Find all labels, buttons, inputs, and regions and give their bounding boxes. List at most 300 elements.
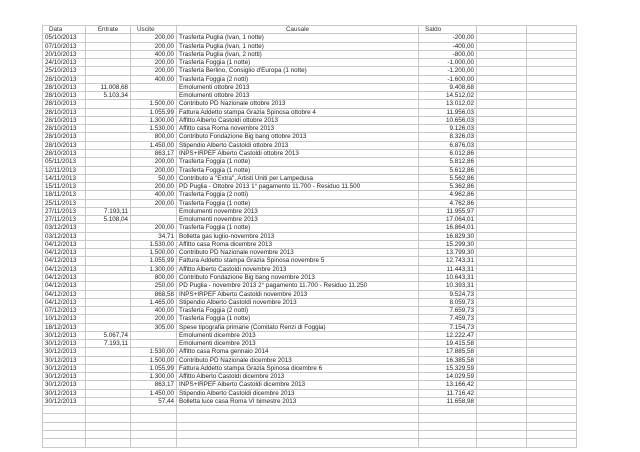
cell-uscite: 200,00 bbox=[131, 34, 177, 42]
cell-causale: Contributo PD Nazionale novembre 2013 bbox=[177, 249, 419, 257]
cell-entrate bbox=[86, 34, 131, 42]
table-row bbox=[43, 331, 577, 339]
empty-cell bbox=[477, 307, 527, 315]
empty-cell bbox=[477, 166, 527, 174]
empty-cell bbox=[527, 290, 577, 298]
table-row bbox=[43, 216, 577, 224]
cell-date: 30/12/2013 bbox=[43, 340, 86, 348]
cell-date: 28/10/2013 bbox=[43, 141, 86, 149]
table-row bbox=[43, 439, 577, 447]
cell-saldo: 5.562,86 bbox=[419, 174, 477, 182]
cell-uscite: 200,00 bbox=[131, 315, 177, 323]
cell-date: 03/12/2013 bbox=[43, 232, 86, 240]
cell-uscite: 1.450,00 bbox=[131, 141, 177, 149]
cell-causale bbox=[177, 406, 419, 414]
table-row bbox=[43, 158, 577, 166]
empty-cell bbox=[527, 75, 577, 83]
cell-uscite bbox=[131, 422, 177, 430]
table-row bbox=[43, 356, 577, 364]
empty-cell bbox=[477, 232, 527, 240]
empty-cell bbox=[527, 34, 577, 42]
cell-date: 04/12/2013 bbox=[43, 257, 86, 265]
table-row bbox=[43, 59, 577, 67]
table-row bbox=[43, 207, 577, 215]
cell-entrate bbox=[86, 389, 131, 397]
cell-date: 04/12/2013 bbox=[43, 273, 86, 281]
cell-causale: Stipendio Alberto Castoldi dicembre 2013 bbox=[177, 389, 419, 397]
cell-saldo: 8.059,73 bbox=[419, 298, 477, 306]
cell-uscite: 250,00 bbox=[131, 282, 177, 290]
cell-entrate bbox=[86, 133, 131, 141]
cell-date: 28/10/2013 bbox=[43, 116, 86, 124]
cell-causale: Trasferta Foggia (1 notte) bbox=[177, 166, 419, 174]
cell-saldo: 14.029,59 bbox=[419, 373, 477, 381]
empty-cell bbox=[477, 59, 527, 67]
cell-date: 24/10/2013 bbox=[43, 59, 86, 67]
cell-entrate bbox=[86, 149, 131, 157]
cell-uscite: 400,00 bbox=[131, 50, 177, 58]
cell-uscite: 200,00 bbox=[131, 166, 177, 174]
empty-cell bbox=[477, 389, 527, 397]
empty-cell bbox=[477, 439, 527, 447]
cell-entrate bbox=[86, 199, 131, 207]
cell-uscite: 1.500,00 bbox=[131, 249, 177, 257]
empty-cell bbox=[477, 290, 527, 298]
empty-cell bbox=[477, 83, 527, 91]
cell-causale: Affitto casa Roma dicembre 2013 bbox=[177, 240, 419, 248]
cell-causale: Contributo Fondazione Big bang novembre 2013 bbox=[177, 273, 419, 281]
cell-date: 04/12/2013 bbox=[43, 240, 86, 248]
table-row bbox=[43, 199, 577, 207]
cell-saldo: 13.012,02 bbox=[419, 100, 477, 108]
table-row bbox=[43, 348, 577, 356]
empty-cell bbox=[477, 356, 527, 364]
empty-cell bbox=[527, 166, 577, 174]
table-row bbox=[43, 224, 577, 232]
cell-date: 05/10/2013 bbox=[43, 34, 86, 42]
cell-entrate bbox=[86, 265, 131, 273]
cell-date: 10/12/2013 bbox=[43, 315, 86, 323]
table-row bbox=[43, 298, 577, 306]
cell-saldo: 5.812,86 bbox=[419, 158, 477, 166]
cell-causale: INPS+IRPEF Alberto Castoldi ottobre 2013 bbox=[177, 149, 419, 157]
cell-entrate bbox=[86, 397, 131, 405]
cell-entrate bbox=[86, 422, 131, 430]
empty-cell bbox=[527, 340, 577, 348]
cell-uscite: 1.300,00 bbox=[131, 265, 177, 273]
header-in: Entrate bbox=[86, 26, 131, 34]
empty-cell bbox=[527, 273, 577, 281]
cell-date: 30/12/2013 bbox=[43, 373, 86, 381]
cell-entrate bbox=[86, 232, 131, 240]
cell-entrate bbox=[86, 108, 131, 116]
cell-date: 30/12/2013 bbox=[43, 389, 86, 397]
empty-cell bbox=[477, 207, 527, 215]
empty-cell bbox=[527, 108, 577, 116]
cell-saldo: 9.408,68 bbox=[419, 83, 477, 91]
empty-cell bbox=[527, 92, 577, 100]
table-row bbox=[43, 414, 577, 422]
cell-entrate bbox=[86, 141, 131, 149]
table-row bbox=[43, 133, 577, 141]
empty-cell bbox=[477, 431, 527, 439]
cell-uscite: 1.500,00 bbox=[131, 356, 177, 364]
cell-uscite: 1.450,00 bbox=[131, 389, 177, 397]
cell-saldo: 11.716,42 bbox=[419, 389, 477, 397]
empty-cell bbox=[477, 100, 527, 108]
empty-cell bbox=[527, 406, 577, 414]
cell-uscite: 200,00 bbox=[131, 67, 177, 75]
empty-cell bbox=[527, 100, 577, 108]
cell-entrate: 5.103,34 bbox=[86, 92, 131, 100]
empty-cell bbox=[477, 273, 527, 281]
cell-date bbox=[43, 431, 86, 439]
empty-cell bbox=[477, 406, 527, 414]
cell-saldo: 19.415,58 bbox=[419, 340, 477, 348]
cell-saldo: 11.955,97 bbox=[419, 207, 477, 215]
cell-saldo: 7.659,73 bbox=[419, 307, 477, 315]
empty-cell bbox=[527, 125, 577, 133]
empty-cell bbox=[477, 34, 527, 42]
cell-causale: Emolumenti dicembre 2013 bbox=[177, 340, 419, 348]
cell-saldo: 5.612,86 bbox=[419, 166, 477, 174]
table-row bbox=[43, 67, 577, 75]
cell-entrate bbox=[86, 174, 131, 182]
empty-cell bbox=[477, 224, 527, 232]
cell-date: 14/11/2013 bbox=[43, 174, 86, 182]
cell-date: 05/11/2013 bbox=[43, 158, 86, 166]
table-row bbox=[43, 116, 577, 124]
empty-cell bbox=[527, 232, 577, 240]
table-row bbox=[43, 431, 577, 439]
empty-cell bbox=[527, 265, 577, 273]
empty-cell bbox=[527, 67, 577, 75]
cell-date: 04/12/2013 bbox=[43, 265, 86, 273]
cell-entrate bbox=[86, 224, 131, 232]
empty-header-cell bbox=[527, 26, 577, 34]
header-out: Uscite bbox=[131, 26, 177, 34]
cell-entrate bbox=[86, 191, 131, 199]
cell-saldo: 8.326,03 bbox=[419, 133, 477, 141]
header-cause: Causale bbox=[177, 26, 419, 34]
cell-uscite: 200,00 bbox=[131, 59, 177, 67]
cell-saldo bbox=[419, 439, 477, 447]
table-row bbox=[43, 149, 577, 157]
cell-saldo: 16.864,01 bbox=[419, 224, 477, 232]
empty-cell bbox=[527, 257, 577, 265]
empty-cell bbox=[527, 59, 577, 67]
empty-cell bbox=[527, 307, 577, 315]
cell-uscite: 400,00 bbox=[131, 75, 177, 83]
cell-uscite: 1.300,00 bbox=[131, 373, 177, 381]
cell-saldo: 12.743,31 bbox=[419, 257, 477, 265]
header-saldo: Saldo bbox=[419, 26, 477, 34]
empty-cell bbox=[527, 183, 577, 191]
cell-saldo: 15.329,59 bbox=[419, 364, 477, 372]
cell-saldo: 5.362,86 bbox=[419, 183, 477, 191]
empty-cell bbox=[477, 133, 527, 141]
table-row bbox=[43, 397, 577, 405]
cell-date: 30/12/2013 bbox=[43, 348, 86, 356]
empty-cell bbox=[527, 216, 577, 224]
cell-date: 27/11/2013 bbox=[43, 207, 86, 215]
table-row bbox=[43, 232, 577, 240]
cell-causale: Trasferta Puglia (Ivan, 1 notte) bbox=[177, 42, 419, 50]
table-row bbox=[43, 406, 577, 414]
cell-entrate: 7.193,11 bbox=[86, 340, 131, 348]
empty-cell bbox=[527, 431, 577, 439]
cell-entrate: 7.193,11 bbox=[86, 207, 131, 215]
cell-uscite bbox=[131, 414, 177, 422]
cell-saldo: 16.829,30 bbox=[419, 232, 477, 240]
empty-cell bbox=[527, 174, 577, 182]
cell-causale: PD Puglia - Ottobre 2013 1° pagamento 11.700 - Residuo 11.500 bbox=[177, 183, 419, 191]
cell-date: 30/12/2013 bbox=[43, 364, 86, 372]
cell-entrate bbox=[86, 431, 131, 439]
empty-cell bbox=[477, 183, 527, 191]
empty-cell bbox=[477, 373, 527, 381]
empty-cell bbox=[527, 315, 577, 323]
cell-causale: Affitto casa Roma gennaio 2014 bbox=[177, 348, 419, 356]
cell-uscite: 868,58 bbox=[131, 290, 177, 298]
empty-cell bbox=[527, 373, 577, 381]
cell-saldo: 17.064,01 bbox=[419, 216, 477, 224]
empty-cell bbox=[527, 356, 577, 364]
cell-entrate bbox=[86, 323, 131, 331]
cell-uscite: 1.530,00 bbox=[131, 348, 177, 356]
cell-saldo: 7.459,73 bbox=[419, 315, 477, 323]
cell-saldo: 4.762,86 bbox=[419, 199, 477, 207]
cell-entrate bbox=[86, 348, 131, 356]
cell-saldo: 16.385,58 bbox=[419, 356, 477, 364]
cell-causale: Bolletta gas luglio-novembre 2013 bbox=[177, 232, 419, 240]
cell-causale: Trasferta Foggia (1 notte) bbox=[177, 315, 419, 323]
cell-saldo: 11.443,31 bbox=[419, 265, 477, 273]
cell-causale: Trasferta Foggia (2 notti) bbox=[177, 307, 419, 315]
header-row bbox=[43, 26, 577, 34]
empty-cell bbox=[527, 133, 577, 141]
cell-uscite bbox=[131, 406, 177, 414]
table-row bbox=[43, 422, 577, 430]
cell-entrate bbox=[86, 158, 131, 166]
cell-date: 03/12/2013 bbox=[43, 224, 86, 232]
table-row bbox=[43, 240, 577, 248]
cell-date: 30/12/2013 bbox=[43, 356, 86, 364]
cell-uscite: 200,00 bbox=[131, 199, 177, 207]
cell-date: 25/10/2013 bbox=[43, 67, 86, 75]
empty-cell bbox=[477, 174, 527, 182]
empty-cell bbox=[527, 439, 577, 447]
cell-date: 28/10/2013 bbox=[43, 108, 86, 116]
table-row bbox=[43, 315, 577, 323]
cell-causale: Bolletta luce casa Roma VI bimestre 2013 bbox=[177, 397, 419, 405]
empty-cell bbox=[527, 348, 577, 356]
cell-saldo: -1.000,00 bbox=[419, 59, 477, 67]
table-row bbox=[43, 50, 577, 58]
cell-saldo: 13.166,42 bbox=[419, 381, 477, 389]
empty-cell bbox=[477, 257, 527, 265]
table-row bbox=[43, 273, 577, 281]
empty-cell bbox=[477, 67, 527, 75]
cell-uscite: 50,00 bbox=[131, 174, 177, 182]
header-date: Data bbox=[43, 26, 86, 34]
table-row bbox=[43, 257, 577, 265]
cell-saldo: 15.299,30 bbox=[419, 240, 477, 248]
empty-cell bbox=[477, 149, 527, 157]
cell-entrate bbox=[86, 307, 131, 315]
empty-cell bbox=[527, 240, 577, 248]
cell-uscite: 800,00 bbox=[131, 273, 177, 281]
cell-entrate bbox=[86, 273, 131, 281]
cell-saldo: 13.799,30 bbox=[419, 249, 477, 257]
cell-saldo bbox=[419, 406, 477, 414]
cell-date: 07/10/2013 bbox=[43, 42, 86, 50]
cell-date: 27/11/2013 bbox=[43, 216, 86, 224]
cell-causale: Trasferta Foggia (1 notte) bbox=[177, 199, 419, 207]
empty-header-cell bbox=[477, 26, 527, 34]
cell-date: 30/12/2013 bbox=[43, 331, 86, 339]
table-row bbox=[43, 42, 577, 50]
cell-uscite bbox=[131, 439, 177, 447]
cell-uscite: 400,00 bbox=[131, 307, 177, 315]
cell-saldo: 10.393,31 bbox=[419, 282, 477, 290]
empty-cell bbox=[527, 158, 577, 166]
cell-causale: Trasferta Foggia (2 notti) bbox=[177, 191, 419, 199]
cell-date: 18/12/2013 bbox=[43, 323, 86, 331]
cell-saldo: -800,00 bbox=[419, 50, 477, 58]
table-row bbox=[43, 389, 577, 397]
cell-uscite bbox=[131, 340, 177, 348]
cell-date: 07/12/2013 bbox=[43, 307, 86, 315]
cell-uscite bbox=[131, 431, 177, 439]
cell-uscite bbox=[131, 92, 177, 100]
table-row bbox=[43, 265, 577, 273]
empty-cell bbox=[477, 265, 527, 273]
cell-saldo bbox=[419, 414, 477, 422]
cell-date: 30/12/2013 bbox=[43, 397, 86, 405]
cell-date: 15/11/2013 bbox=[43, 183, 86, 191]
cell-entrate bbox=[86, 240, 131, 248]
cell-uscite: 57,44 bbox=[131, 397, 177, 405]
cell-entrate bbox=[86, 100, 131, 108]
table-row bbox=[43, 34, 577, 42]
cell-saldo: 11.658,98 bbox=[419, 397, 477, 405]
cell-date bbox=[43, 422, 86, 430]
cell-uscite: 1.055,99 bbox=[131, 257, 177, 265]
cell-causale: PD Puglia - novembre 2013 2° pagamento 11.700 - Residuo 11.250 bbox=[177, 282, 419, 290]
cell-entrate bbox=[86, 364, 131, 372]
empty-cell bbox=[477, 158, 527, 166]
cell-entrate bbox=[86, 381, 131, 389]
table-row bbox=[43, 373, 577, 381]
cell-entrate: 5.067,74 bbox=[86, 331, 131, 339]
cell-entrate bbox=[86, 75, 131, 83]
empty-cell bbox=[477, 116, 527, 124]
cell-causale bbox=[177, 422, 419, 430]
cell-causale: Trasferta Foggia (1 notte) bbox=[177, 158, 419, 166]
cell-causale: Affitto Alberto Castoldi novembre 2013 bbox=[177, 265, 419, 273]
cell-entrate bbox=[86, 356, 131, 364]
table-row bbox=[43, 364, 577, 372]
table-row bbox=[43, 141, 577, 149]
empty-cell bbox=[527, 331, 577, 339]
cell-entrate bbox=[86, 373, 131, 381]
cell-causale: Fattura Addetto stampa Grazia Spinosa novembre 5 bbox=[177, 257, 419, 265]
cell-date: 28/10/2013 bbox=[43, 133, 86, 141]
cell-date: 30/12/2013 bbox=[43, 381, 86, 389]
empty-cell bbox=[477, 249, 527, 257]
cell-causale: Trasferta Berlino, Consiglio d'Europa (1 notte) bbox=[177, 67, 419, 75]
empty-cell bbox=[527, 381, 577, 389]
empty-cell bbox=[527, 414, 577, 422]
cell-causale: Contributo Fondazione Big bang ottobre 2013 bbox=[177, 133, 419, 141]
cell-entrate bbox=[86, 166, 131, 174]
cell-causale: Contributo PD Nazionale dicembre 2013 bbox=[177, 356, 419, 364]
cell-uscite bbox=[131, 216, 177, 224]
cell-date bbox=[43, 406, 86, 414]
cell-saldo: 14.512,02 bbox=[419, 92, 477, 100]
cell-causale: Affitto casa Roma novembre 2013 bbox=[177, 125, 419, 133]
table-row bbox=[43, 282, 577, 290]
empty-cell bbox=[477, 364, 527, 372]
cell-uscite: 1.530,00 bbox=[131, 125, 177, 133]
cell-saldo: -1.200,00 bbox=[419, 67, 477, 75]
empty-cell bbox=[477, 348, 527, 356]
empty-cell bbox=[477, 340, 527, 348]
cell-date: 04/12/2013 bbox=[43, 282, 86, 290]
empty-cell bbox=[477, 397, 527, 405]
cell-causale: Emolumenti novembre 2013 bbox=[177, 216, 419, 224]
empty-cell bbox=[477, 191, 527, 199]
cell-entrate bbox=[86, 42, 131, 50]
cell-saldo: -1.600,00 bbox=[419, 75, 477, 83]
cell-causale: Stipendio Alberto Castoldi novembre 2013 bbox=[177, 298, 419, 306]
cell-date: 12/11/2013 bbox=[43, 166, 86, 174]
cell-entrate bbox=[86, 249, 131, 257]
cell-uscite: 863,17 bbox=[131, 381, 177, 389]
cell-date: 28/10/2013 bbox=[43, 83, 86, 91]
cell-uscite: 200,00 bbox=[131, 158, 177, 166]
cell-saldo: 9.524,73 bbox=[419, 290, 477, 298]
cell-date: 18/11/2013 bbox=[43, 191, 86, 199]
empty-cell bbox=[527, 199, 577, 207]
cell-uscite: 200,00 bbox=[131, 183, 177, 191]
table-row bbox=[43, 290, 577, 298]
empty-cell bbox=[477, 323, 527, 331]
cell-entrate bbox=[86, 183, 131, 191]
table-row bbox=[43, 125, 577, 133]
empty-cell bbox=[527, 116, 577, 124]
table-row bbox=[43, 249, 577, 257]
cell-date: 28/10/2013 bbox=[43, 149, 86, 157]
empty-cell bbox=[527, 249, 577, 257]
cell-date bbox=[43, 414, 86, 422]
table-row bbox=[43, 340, 577, 348]
cell-saldo: -400,00 bbox=[419, 42, 477, 50]
empty-cell bbox=[477, 240, 527, 248]
cell-uscite bbox=[131, 83, 177, 91]
table-row bbox=[43, 83, 577, 91]
table-row bbox=[43, 75, 577, 83]
empty-cell bbox=[477, 50, 527, 58]
cell-causale: Contributo a "Extra", Artisti Uniti per Lampedusa bbox=[177, 174, 419, 182]
cell-entrate bbox=[86, 315, 131, 323]
cell-causale: Emolumenti dicembre 2013 bbox=[177, 331, 419, 339]
cell-causale: Affitto Alberto Castoldi ottobre 2013 bbox=[177, 116, 419, 124]
cell-date: 04/12/2013 bbox=[43, 298, 86, 306]
empty-cell bbox=[527, 422, 577, 430]
cell-causale: Emolumenti ottobre 2013 bbox=[177, 92, 419, 100]
